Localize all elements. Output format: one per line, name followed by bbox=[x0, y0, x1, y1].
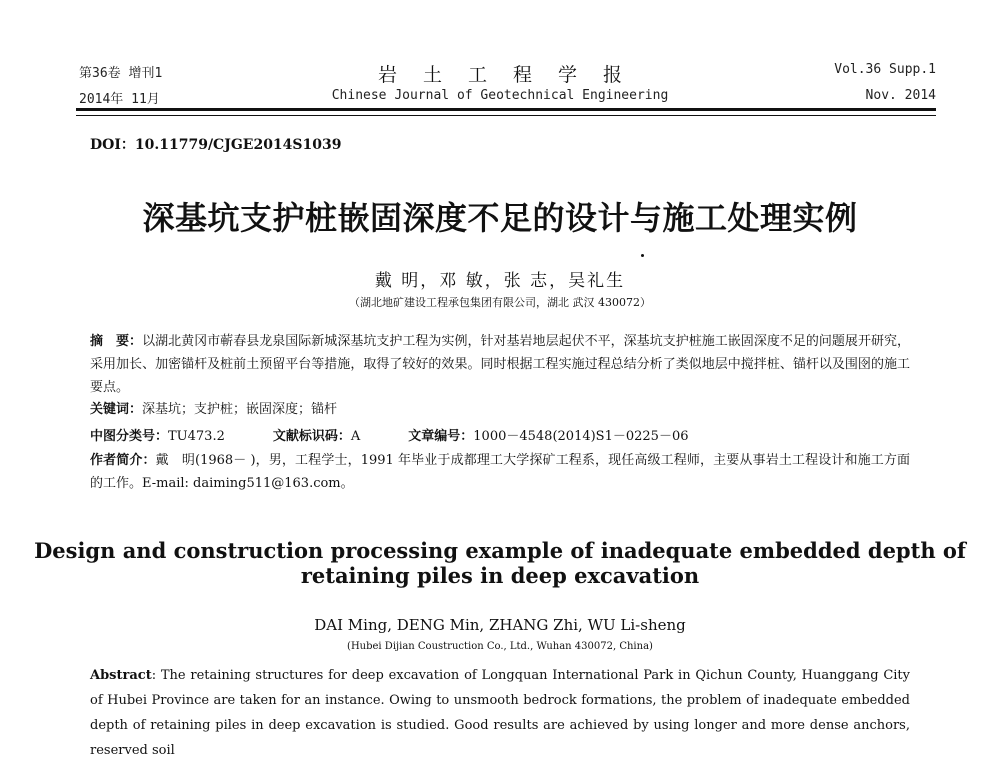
decorative-dot bbox=[641, 254, 644, 257]
article-number-value: 1000－4548(2014)S1－0225－06 bbox=[473, 429, 689, 444]
abstract-en-text: : The retaining structures for deep excavation of Longquan International Park in Qichun County, Huanggang City of Hubei Province are taken for an instance. Owing to unsmooth bedrock formations, the problem of inadequate embedded depth of retaining piles in deep excavation is studied. Good results are achieved by using longer and more dense anchors, reserved soil bbox=[90, 668, 910, 758]
abstract-cn-label: 摘 要： bbox=[90, 334, 143, 349]
doc-code-label: 文献标识码： bbox=[272, 429, 351, 444]
journal-title-en: Chinese Journal of Geotechnical Engineering bbox=[331, 88, 669, 103]
header-rule-thin bbox=[76, 115, 936, 116]
header-volume-en: Vol.36 Supp.1 bbox=[834, 62, 936, 77]
affiliation-cn: （湖北地矿建设工程承包集团有限公司，湖北 武汉 430072） bbox=[349, 296, 651, 309]
header-date: 2014年 11月 bbox=[79, 92, 160, 107]
doi: DOI：10.11779/CJGE2014S1039 bbox=[90, 137, 342, 153]
header-volume-issue: 第36卷 增刊1 bbox=[79, 66, 163, 81]
keywords-cn-label: 关键词： bbox=[90, 402, 143, 417]
header-rule-thick bbox=[76, 108, 936, 111]
abstract-cn bbox=[90, 330, 910, 399]
article-number-label: 文章编号： bbox=[408, 429, 474, 444]
paper-title-cn: 深基坑支护桩嵌固深度不足的设计与施工处理实例 bbox=[142, 199, 858, 237]
clc-value: TU473.2 bbox=[168, 429, 225, 444]
header-date-en: Nov. 2014 bbox=[865, 88, 936, 103]
author-intro bbox=[90, 449, 910, 495]
authors-en: DAI Ming, DENG Min, ZHANG Zhi, WU Li-sheng bbox=[314, 616, 686, 634]
paper-title-en: Design and construction processing example of inadequate embedded depth of retaining piles in deep excavation bbox=[34, 538, 966, 588]
affiliation-en: (Hubei Dijian Coustruction Co., Ltd., Wuhan 430072, China) bbox=[347, 641, 653, 652]
doc-code-value: A bbox=[350, 429, 361, 444]
classification-line bbox=[90, 425, 910, 448]
keywords-cn-text: 深基坑；支护桩；嵌固深度；锚杆 bbox=[142, 402, 338, 417]
clc-label: 中图分类号： bbox=[90, 429, 169, 444]
abstract-cn-text: 以湖北黄冈市蕲春县龙泉国际新城深基坑支护工程为实例，针对基岩地层起伏不平，深基坑支护桩施工嵌固深度不足的问题展开研究，采用加长、加密锚杆及桩前土预留平台等措施，取得了较好的效果。同时根据工程实施过程总结分析了类似地层中搅拌桩、锚杆以及围囹的施工要点。 bbox=[90, 334, 910, 395]
author-intro-text: 戴 明(1968－ )，男，工程学士，1991 年毕业于成都理工大学探矿工程系，现任高级工程师，主要从事岩土工程设计和施工方面的工作。E-mail: daiming511@163.com。 bbox=[90, 453, 910, 491]
author-intro-label: 作者简介： bbox=[90, 453, 156, 468]
abstract-en-label: Abstract bbox=[90, 668, 152, 683]
abstract-en bbox=[90, 663, 910, 763]
keywords-cn bbox=[90, 398, 910, 421]
authors-cn: 戴 明，邓 敏，张 志，吴礼生 bbox=[374, 271, 626, 291]
journal-title-cn: 岩土工程学报 bbox=[377, 64, 648, 86]
